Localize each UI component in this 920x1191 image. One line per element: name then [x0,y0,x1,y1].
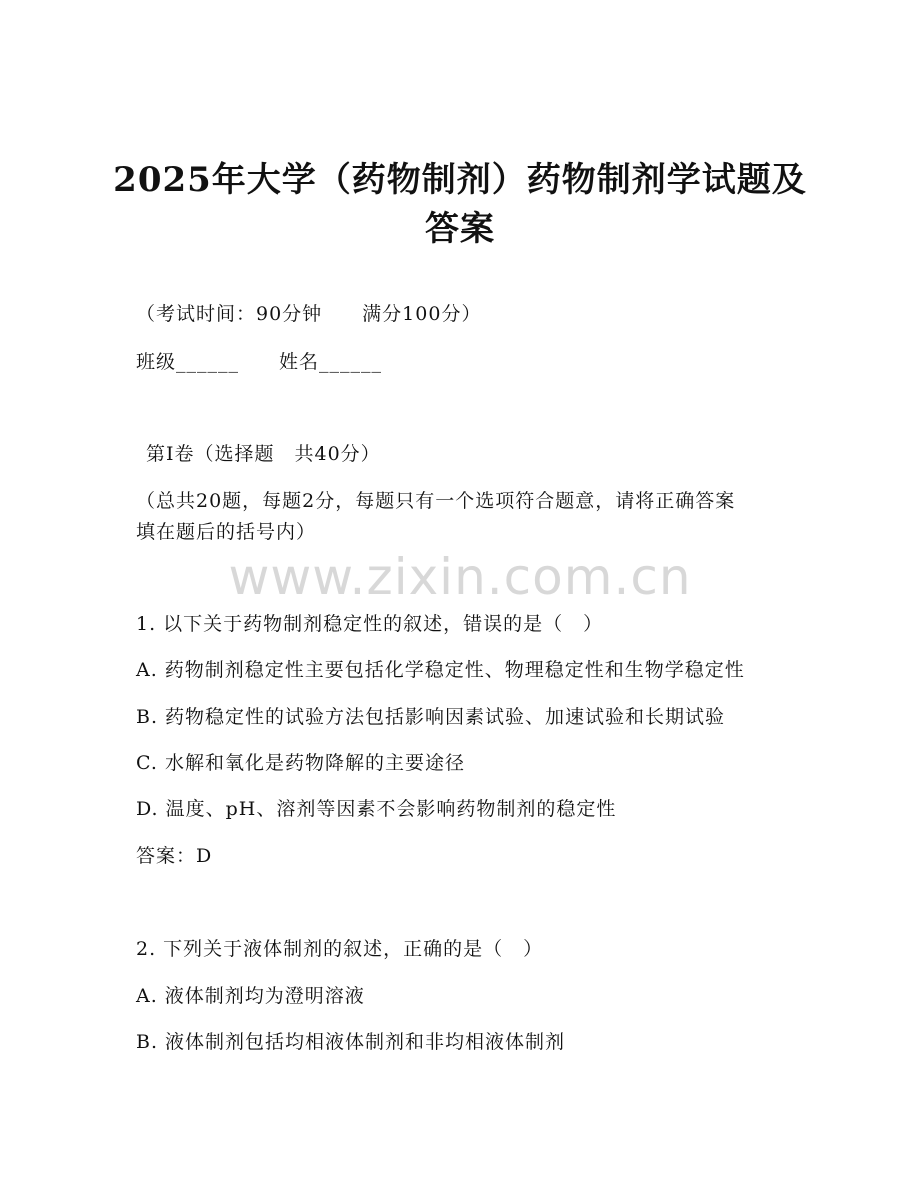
option-d: D. 温度、pH、溶剂等因素不会影响药物制剂的稳定性 [136,798,617,820]
option-c: C. 水解和氧化是药物降解的主要途径 [136,752,465,774]
option-b: B. 药物稳定性的试验方法包括影响因素试验、加速试验和长期试验 [136,706,726,728]
exam-info: （考试时间：90分钟 满分100分） [136,303,482,325]
instructions-line-1: （总共20题，每题2分，每题只有一个选项符合题意，请将正确答案 [136,490,736,512]
watermark: www.zixin.com.cn [228,548,692,606]
question-stem: 1. 以下关于药物制剂稳定性的叙述，错误的是（ ） [136,613,604,635]
class-name-fields: 班级______ 姓名______ [136,351,383,373]
option-a: A. 药物制剂稳定性主要包括化学稳定性、物理稳定性和生物学稳定性 [136,659,745,681]
document-title-line-1: 2025年大学（药物制剂）药物制剂学试题及 [113,160,807,200]
option-b: B. 液体制剂包括均相液体制剂和非均相液体制剂 [136,1031,566,1053]
instructions-line-2: 填在题后的括号内） [136,521,317,543]
document-title-line-2: 答案 [425,209,495,249]
question-stem: 2. 下列关于液体制剂的叙述，正确的是（ ） [136,938,544,960]
answer: 答案：D [136,845,213,867]
section-heading: 第I卷（选择题 共40分） [146,443,381,465]
option-a: A. 液体制剂均为澄明溶液 [136,985,365,1007]
